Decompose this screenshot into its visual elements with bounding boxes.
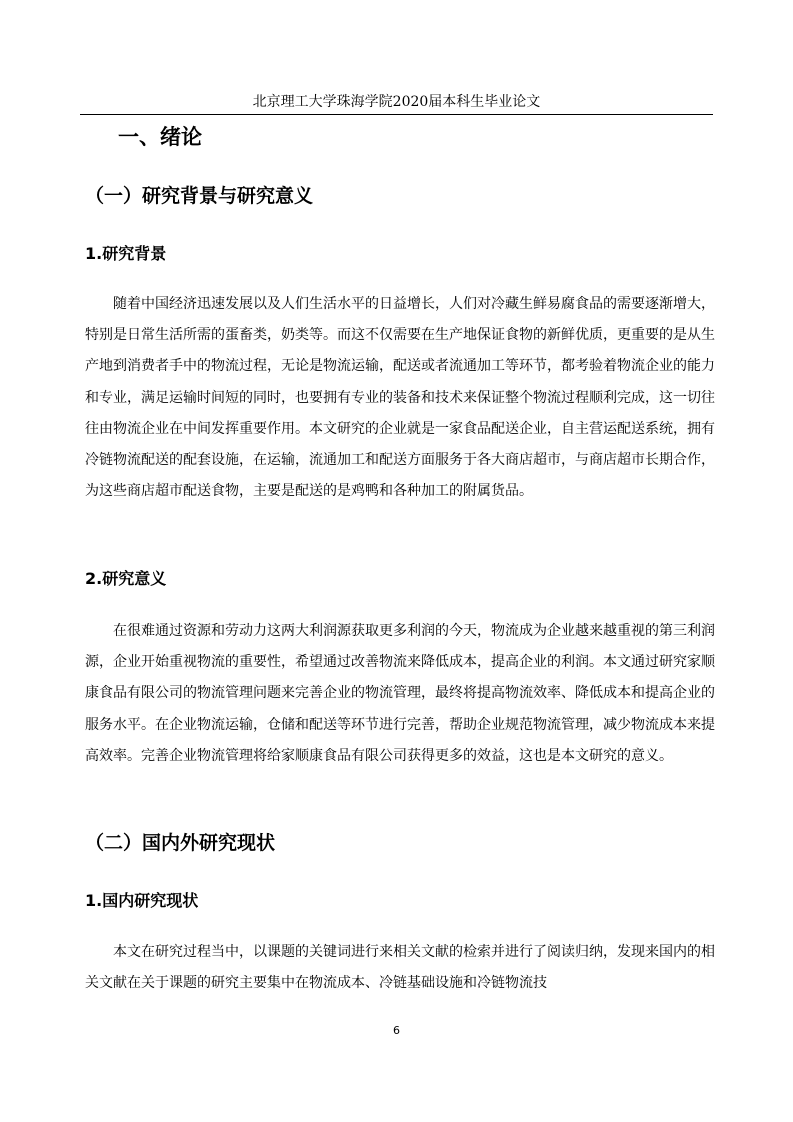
subsection-title-domestic-status: 1.国内研究现状 bbox=[85, 891, 199, 910]
page-number: 6 bbox=[393, 1024, 400, 1037]
header-title: 北京理工大学珠海学院2020届本科生毕业论文 bbox=[252, 94, 541, 110]
header-divider bbox=[80, 114, 713, 115]
section-title-background-significance: （一）研究背景与研究意义 bbox=[85, 185, 314, 207]
section-title-research-status: （二）国内外研究现状 bbox=[85, 832, 276, 854]
paragraph-domestic-status: 本文在研究过程当中，以课题的关键词进行来相关文献的检索并进行了阅读归纳，发现来国内的相关文献在关于课题的研究主要集中在物流成本、冷链基础设施和冷链物流技 bbox=[85, 944, 715, 992]
paragraph-research-background: 随着中国经济迅速发展以及人们生活水平的日益增长，人们对冷藏生鲜易腐食品的需要逐渐增大，特别是日常生活所需的蛋畜类，奶类等。而这不仅需要在生产地保证食物的新鲜优质，更重要的是从生产地到消费者手中的物流过程，无论是物流运输，配送或者流通加工等环节，都考验着物流企业的能力和专业，满足运输时间短的同时，也要拥有专业的装备和技术来保证整个物流过程顺利完成，这一切往往由物流企业在中间发挥重要作用。本文研究的企业就是一家食品配送企业，自主营运配送系统，拥有冷链物流配送的配套设施，在运输，流通加工和配送方面服务于各大商店超市，与商店超市长期合作，为这些商店超市配送食物，主要是配送的是鸡鸭和各种加工的附属货品。 bbox=[85, 296, 715, 500]
subsection-title-research-significance: 2.研究意义 bbox=[85, 569, 167, 588]
paragraph-research-significance: 在很难通过资源和劳动力这两大利润源获取更多利润的今天，物流成为企业越来越重视的第三利润源，企业开始重视物流的重要性，希望通过改善物流来降低成本，提高企业的利润。本文通过研究家顺康食品有限公司的物流管理问题来完善企业的物流管理，最终将提高物流效率、降低成本和提高企业的服务水平。在企业物流运输，仓储和配送等环节进行完善，帮助企业规范物流管理，减少物流成本来提高效率。完善企业物流管理将给家顺康食品有限公司获得更多的效益，这也是本文研究的意义。 bbox=[85, 623, 715, 764]
chapter-title: 一、绪论 bbox=[118, 125, 202, 149]
subsection-title-research-background: 1.研究背景 bbox=[85, 244, 167, 263]
